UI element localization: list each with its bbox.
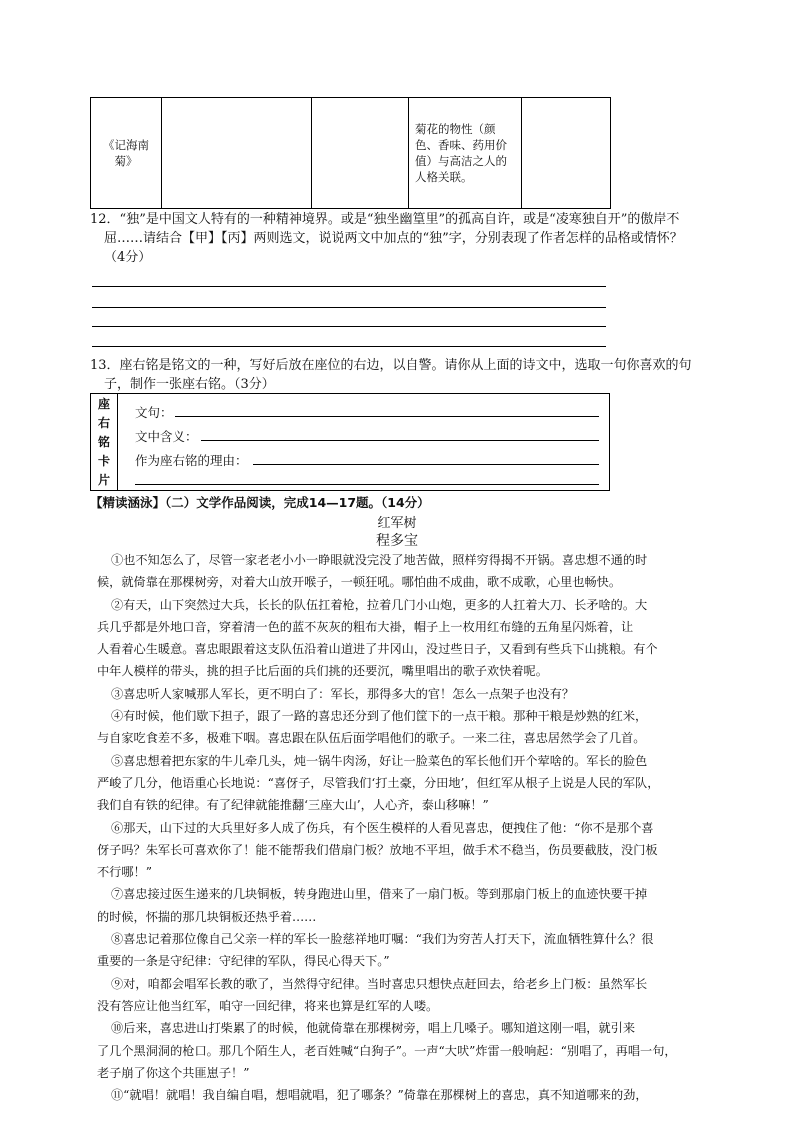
paragraph-line: 没有答应让他当红军，咱守一回纪律，将来也算是红军的人喽。	[97, 998, 439, 1013]
table-cell-blank[interactable]	[522, 98, 611, 209]
table-row	[91, 98, 611, 209]
card-title-char: 卡	[98, 454, 111, 468]
comparison-table	[90, 97, 611, 209]
answer-line[interactable]	[92, 346, 606, 347]
card-title-char: 片	[98, 473, 111, 487]
question-12-line: 屈……请结合【甲】【丙】两则选文，说说两文中加点的“独”字，分别表现了作者怎样的品格或情怀？	[104, 231, 683, 246]
paragraph-line: 伢子吗？朱军长可喜欢你了！能不能帮我们借扇门板？放地不平坦，做手术不稳当，伤员要截肢，没门板	[97, 842, 658, 857]
paragraph-line: 人看着心生暖意。喜忠眼跟着这支队伍沿着山道进了井冈山，没过些日子，又看到有些兵下山挑粮。有个	[97, 642, 658, 657]
paragraph-line: 严峻了几分，他语重心长地说：“喜伢子，尽管我们‘打土豪，分田地’，但红军从根子上说是人民的军队，	[97, 775, 660, 790]
paragraph-line: ⑪“就唱！就唱！我自编自唱，想唱就唱，犯了哪条？”倚靠在那棵树上的喜忠，真不知道哪来的劲，	[111, 1088, 648, 1103]
paragraph-line: 老子崩了你这个共匪崽子！”	[97, 1065, 250, 1080]
paragraph-line: 我们自有铁的纪律。有了纪律就能推翻‘三座大山’，人心齐，泰山移嘛！”	[97, 798, 489, 813]
paragraph-line: 中年人模样的带头，挑的担子比后面的兵们挑的还要沉，嘴里唱出的歌子欢快着呢。	[97, 664, 548, 679]
card-field-line[interactable]	[135, 484, 599, 485]
card-field-label: 文句：	[135, 405, 173, 420]
paragraph-line: 不行哪！”	[97, 865, 152, 880]
card-title-char: 铭	[98, 435, 111, 449]
card-field-line[interactable]	[253, 464, 599, 465]
paragraph-line: ⑦喜忠接过医生递来的几块铜板，转身跑进山里，借来了一扇门板。等到那扇门板上的血迹快要干掉	[111, 887, 648, 902]
answer-line[interactable]	[92, 286, 606, 287]
article-body	[97, 549, 709, 1106]
paragraph-line: ⑧喜忠记着那位像自己父亲一样的军长一脸慈祥地叮嘱：“我们为穷苦人打天下，流血牺牲算什么？很	[111, 932, 654, 947]
paragraph-line: ⑥那天，山下过的大兵里好多人成了伤兵，有个医生模样的人看见喜忠，便拽住了他：“你不是那个喜	[111, 820, 654, 835]
answer-line[interactable]	[92, 326, 606, 327]
paragraph-line: ⑩后来，喜忠进山打柴累了的时候，他就倚靠在那棵树旁，唱上几嗓子。哪知道这刚一唱，就引来	[111, 1021, 636, 1036]
card-field-line[interactable]	[175, 416, 599, 417]
card-title-char: 右	[98, 416, 111, 430]
paragraph-line: 与自家吃食差不多，极难下咽。喜忠跟在队伍后面学唱他们的歌子。一来二往，喜忠居然学会了几首。	[97, 731, 646, 746]
paragraph-line: 的时候，怀揣的那几块铜板还热乎着……	[97, 909, 317, 924]
motto-card-title	[91, 394, 118, 490]
paragraph-line: 兵几乎都是外地口音，穿着清一色的蓝不灰灰的粗布大褂，帽子上一枚用红布缝的五角星闪烁着，让	[97, 619, 634, 634]
question-12-line: （4分）	[104, 250, 152, 265]
card-field-line[interactable]	[201, 440, 599, 441]
article-title: 红军树	[377, 516, 417, 531]
paragraph-line: 候，就倚靠在那棵树旁，对着大山放开喉子，一顿狂吼。哪怕曲不成曲，歌不成歌，心里也畅快。	[97, 575, 622, 590]
answer-line[interactable]	[92, 307, 606, 308]
paragraph-line: ①也不知怎么了，尽管一家老老小小一睁眼就没完没了地苦做，照样穷得揭不开锅。喜忠想不通的时	[111, 553, 648, 567]
card-field-label: 作为座右铭的理由：	[135, 453, 248, 468]
question-12	[90, 210, 730, 267]
article-author: 程多宝	[376, 533, 418, 549]
card-title-char: 座	[98, 397, 111, 411]
paragraph-line: 了几个黑洞洞的枪口。那几个陌生人，老百姓喊“白狗子”。一声“大吠”炸雷一般响起：“别唱了，再唱一句，	[97, 1043, 677, 1058]
motto-card	[90, 393, 610, 491]
question-13	[90, 356, 730, 394]
table-cell-blank[interactable]	[162, 98, 312, 209]
section-header: 【精读涵泳】（二）文学作品阅读，完成14—17题。（14分）	[90, 495, 430, 510]
paragraph-line: ⑨对，咱都会唱军长教的歌了，当然得守纪律。当时喜忠只想快点赶回去，给老乡上门板：虽然军长	[111, 976, 648, 991]
question-13-line: 子，制作一张座右铭。（3分）	[104, 377, 275, 392]
table-cell-title: 《记海南菊》	[91, 98, 162, 209]
paragraph-line: ③喜忠听人家喊那人军长，更不明白了：军长，那得多大的官！怎么一点架子也没有？	[111, 686, 575, 701]
table-cell-description: 菊花的物性（颜色、香味、药用价值）与高洁之人的人格关联。	[409, 98, 522, 209]
card-field-label: 文中含义：	[135, 429, 198, 444]
paragraph-line: ④有时候，他们歇下担子，跟了一路的喜忠还分到了他们筐下的一点干粮。那种干粮是炒熟的红米，	[111, 709, 648, 724]
table-cell-blank[interactable]	[312, 98, 409, 209]
paragraph-line: ②有天，山下突然过大兵，长长的队伍扛着枪，拉着几门小山炮，更多的人扛着大刀、长矛啥的。大	[111, 597, 648, 612]
paragraph-line: ⑤喜忠想着把东家的牛儿牵几头，炖一锅牛肉汤，好让一脸菜色的军长他们开个荤啥的。军长的脸色	[111, 753, 648, 768]
question-12-line: 12．“独”是中国文人特有的一种精神境界。或是“独坐幽篁里”的孤高自许，或是“凌寒独自开”的傲岸不	[90, 212, 680, 227]
question-13-line: 13．座右铭是铭文的一种，写好后放在座位的右边，以自警。请你从上面的诗文中，选取一句你喜欢的句	[90, 358, 692, 373]
paragraph-line: 重要的一条是守纪律：守纪律的军队，得民心得天下。”	[97, 954, 390, 969]
